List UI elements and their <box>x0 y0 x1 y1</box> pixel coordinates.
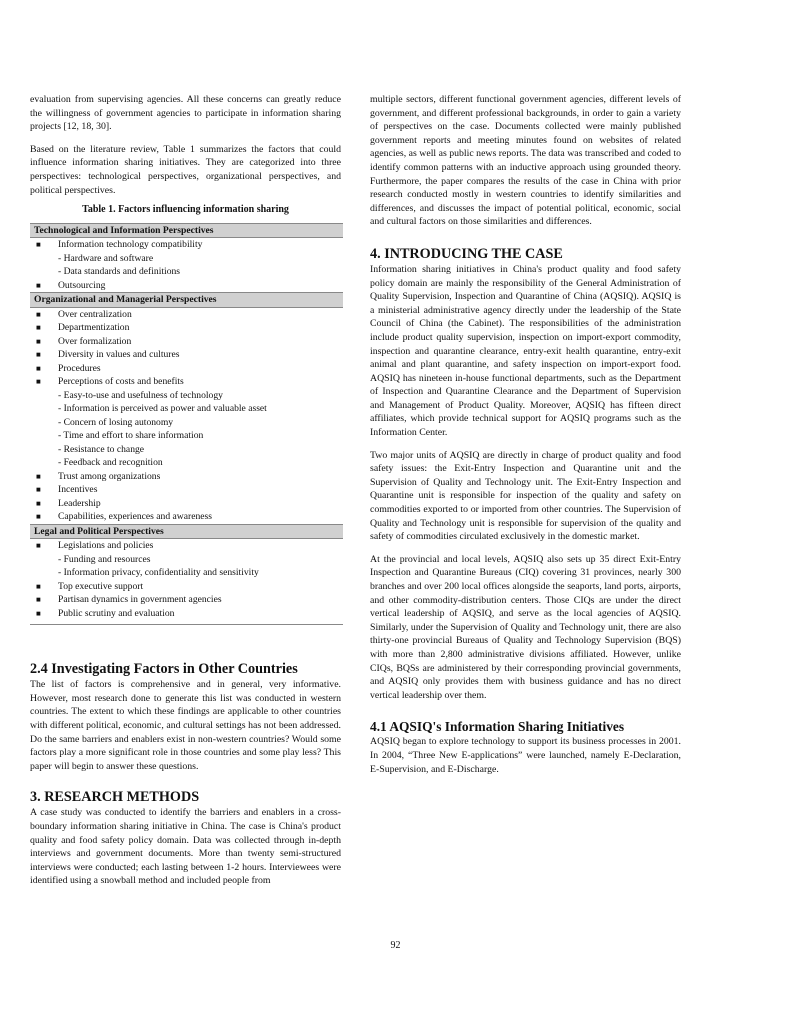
table-cell-text: - Information is perceived as power and valuable asset <box>58 403 267 415</box>
table-row <box>30 593 343 607</box>
table-cell-text: - Funding and resources <box>58 553 151 565</box>
bullet-square-icon: ■ <box>36 350 41 360</box>
table-section-header: Organizational and Managerial Perspectives <box>30 292 343 308</box>
table-row <box>30 580 343 594</box>
table-cell-text: - Feedback and recognition <box>58 457 163 469</box>
table-cell-text: - Easy-to-use and usefulness of technology <box>58 389 223 401</box>
table-cell-text: - Information privacy, confidentiality and sensitivity <box>58 567 259 579</box>
table-row <box>30 566 343 580</box>
bullet-square-icon: ■ <box>36 541 41 551</box>
bullet-square-icon: ■ <box>36 471 41 481</box>
table-cell-text: Partisan dynamics in government agencies <box>58 594 222 606</box>
paragraph: AQSIQ began to explore technology to support its business processes in 2001. In 2004, “Three New E-applications” were launched, namely E-Declaration, E-Supervision, and E-Discharge. <box>370 736 681 775</box>
table-cell-text: Procedures <box>58 362 101 374</box>
table-row <box>30 402 343 416</box>
section-heading-2-4: 2.4 Investigating Factors in Other Countries <box>30 661 298 678</box>
bullet-square-icon: ■ <box>36 280 41 290</box>
bullet-square-icon: ■ <box>36 608 41 618</box>
table-cell-text: Perceptions of costs and benefits <box>58 376 184 388</box>
table-cell-text: Legislations and policies <box>58 540 154 552</box>
table-row <box>30 539 343 553</box>
table-row <box>30 416 343 430</box>
table-row <box>30 470 343 484</box>
table-row <box>30 362 343 376</box>
table-row <box>30 348 343 362</box>
table-cell-text: Public scrutiny and evaluation <box>58 607 175 619</box>
table-cell-text: Capabilities, experiences and awareness <box>58 511 212 523</box>
table-row <box>30 279 343 293</box>
table-row <box>30 607 343 621</box>
bullet-square-icon: ■ <box>36 595 41 605</box>
table-cell-text: Trust among organizations <box>58 470 161 482</box>
table-row <box>30 238 343 252</box>
table-row <box>30 553 343 567</box>
table-cell-text: Diversity in values and cultures <box>58 349 180 361</box>
table-cell-text: Incentives <box>58 484 98 496</box>
table-caption: Table 1. Factors influencing information sharing <box>82 204 289 216</box>
table-row <box>30 252 343 266</box>
table-row <box>30 375 343 389</box>
table-row <box>30 456 343 470</box>
table-cell-text: - Hardware and software <box>58 252 154 264</box>
table-row <box>30 335 343 349</box>
bullet-square-icon: ■ <box>36 512 41 522</box>
page-number: 92 <box>390 940 401 951</box>
table-cell-text: Leadership <box>58 497 101 509</box>
left-column <box>30 93 341 888</box>
section-heading-3: 3. RESEARCH METHODS <box>30 789 200 806</box>
table-cell-text: - Data standards and definitions <box>58 266 181 278</box>
table-cell-text: Outsourcing <box>58 279 106 291</box>
bullet-square-icon: ■ <box>36 485 41 495</box>
paragraph: A case study was conducted to identify the barriers and enablers in a cross-boundary information sharing initiative in China. The case is China's product quality and food safety policy domain. Data was collected through in-depth interviews and government documents. More than twenty semi-structured interviews were conducted; each lasting between 1-2 hours. Interviewees were identified using a snowball method and included people from <box>30 807 341 887</box>
table-cell-text: Over formalization <box>58 335 132 347</box>
table-row <box>30 510 343 524</box>
bullet-square-icon: ■ <box>36 336 41 346</box>
table-row <box>30 389 343 403</box>
paragraph: The list of factors is comprehensive and in general, very informative. However, most research done to generate this list was conducted in western countries. The extent to which these findings are applicable to other countries with different political, economic, and cultural settings has not been addressed. Do the same barriers and enablers exist in non-western countries? Would some factors play a more significant role in those countries and some play less? This paper will begin to answer these questions. <box>30 679 341 772</box>
bullet-square-icon: ■ <box>36 363 41 373</box>
table-row <box>30 429 343 443</box>
table-row <box>30 483 343 497</box>
paragraph: Based on the literature review, Table 1 summarizes the factors that could influence information sharing initiatives. They are categorized into three perspectives: technological perspectives, organizational perspectives, and political perspectives. <box>30 143 341 196</box>
bullet-square-icon: ■ <box>36 240 41 250</box>
bullet-square-icon: ■ <box>36 581 41 591</box>
table-cell-text: - Concern of losing autonomy <box>58 416 174 428</box>
bullet-square-icon: ■ <box>36 498 41 508</box>
paragraph: Information sharing initiatives in China's product quality and food safety policy domain are mainly the responsibility of the General Administration of Quality Supervision, Inspection and Quarantine of China (AQSIQ). AQSIQ is a ministerial administrative agency directly under the leadership of the State Council of China (the Cabinet). The responsibilities of the administration include product quality supervision, inspection on import-export commodity, inspection and quarantine clearance, entry-exit health quarantine, entry-exit animal and plant quarantine, and safety inspection on import-export food. AQSIQ has nineteen in-house functional departments, such as the Department of Inspection and Quarantine Clearance and the Department of Supervision and Management of Product Quality. Moreover, AQSIQ has fifteen direct affiliates, which provide technical support for AQSIQ programs such as the Information Center. <box>370 263 681 439</box>
table-row <box>30 443 343 457</box>
bullet-square-icon: ■ <box>36 309 41 319</box>
table-cell-text: - Resistance to change <box>58 443 145 455</box>
table-row <box>30 265 343 279</box>
table-cell-text: Top executive support <box>58 580 144 592</box>
section-heading-4-1: 4.1 AQSIQ's Information Sharing Initiatives <box>370 719 625 735</box>
bullet-square-icon: ■ <box>36 323 41 333</box>
table-cell-text: Over centralization <box>58 308 132 320</box>
right-column <box>370 93 681 776</box>
table-cell-text: Information technology compatibility <box>58 239 203 251</box>
bullet-square-icon: ■ <box>36 377 41 387</box>
table-row <box>30 497 343 511</box>
table-row <box>30 321 343 335</box>
paragraph: evaluation from supervising agencies. All these concerns can greatly reduce the willingness of government agencies to participate in information sharing projects [12, 18, 30]. <box>30 94 341 133</box>
table-cell-text: Departmentization <box>58 322 130 334</box>
table-section-header: Technological and Information Perspectives <box>30 223 343 239</box>
factors-table <box>30 223 343 626</box>
paragraph: At the provincial and local levels, AQSIQ also sets up 35 direct Exit-Entry Inspection and Quarantine Bureaus (CIQ) covering 31 provinces, nearly 300 branches and over 200 local offices alongside the seaports, land ports, airports, and other commodity-distribution centers. Those CIQs are under the direct vertical leadership of AQSIQ, and serve as the local agencies of AQSIQ. Similarly, under the Supervision of Quality and Technology unit, there are also thirty-one provincial Bureaus of Quality and Technology Supervision (BQS) with more than 2,800 administrative divisions affiliated. However, unlike CIQs, BQSs are administered by their corresponding provincial governments, and AQSIQ only provides them with business guidance and has no direct vertical leadership over them. <box>370 553 681 701</box>
paragraph: multiple sectors, different functional government agencies, different levels of government, and different professional backgrounds, in order to gain a variety of perspectives on the case. Documents collected were mainly published government reports and meeting minutes found on websites of related agencies, as well as public news reports. The data was transcribed and coded to identify common patterns with an inductive approach using grounded theory. Furthermore, the paper compares the results of the case in China with prior research conducted mostly in western countries to identify similarities and differences, and discusses the impact of potential political, economic, social and cultural factors on those similarities and differences. <box>370 94 681 228</box>
table-section-header: Legal and Political Perspectives <box>30 524 343 540</box>
paragraph: Two major units of AQSIQ are directly in charge of product quality and food safety issues: the Exit-Entry Inspection and Quarantine unit and the Supervision of Quality and Technology unit. The Exit-Entry Inspection and Quarantine unit is responsible for inspection of the quality and safety on commodities exported to or imported from other countries. The Supervision of Quality and Technology unit is responsible for supervision of the quality and safety of commodities circulated exclusively in the domestic market. <box>370 449 681 543</box>
table-cell-text: - Time and effort to share information <box>58 430 204 442</box>
section-heading-4: 4. INTRODUCING THE CASE <box>370 245 563 262</box>
table-row <box>30 308 343 322</box>
